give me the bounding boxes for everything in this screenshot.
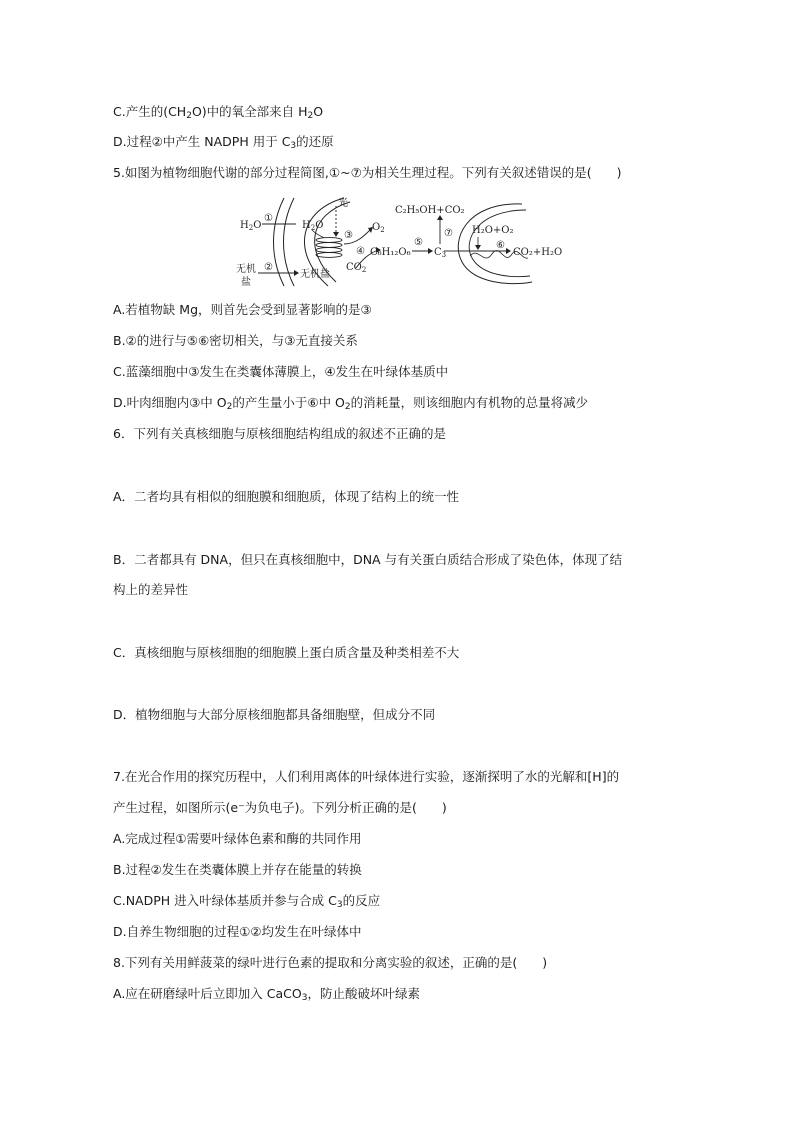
svg-text:光: 光 [338, 198, 348, 209]
q4-option-d: D.过程②中产生 NADPH 用于 $C_3$的还原 [113, 134, 334, 151]
svg-text:H₂O+O₂: H₂O+O₂ [472, 225, 514, 236]
svg-text:⑥: ⑥ [496, 240, 505, 251]
svg-text:H2O: $H_2O$ [302, 220, 324, 232]
q7-stem-line1: 7.在光合作用的探究历程中，人们利用离体的叶绿体进行实验，逐渐探明了水的光解和[H]的 [113, 769, 620, 784]
q5-stem: 5.如图为植物细胞代谢的部分过程简图,①~⑦为相关生理过程。下列有关叙述错误的是( ) [113, 165, 622, 180]
q7-option-d: D.自养生物细胞的过程①②均发生在叶绿体中 [113, 924, 362, 939]
q7-option-c: C.NADPH 进入叶绿体基质并参与合成 $C_3$的反应 [113, 893, 381, 910]
q8-stem: 8.下列有关用鲜菠菜的绿叶进行色素的提取和分离实验的叙述，正确的是( ) [113, 955, 548, 970]
svg-text:C₂H₅OH+CO₂: C₂H₅OH+CO₂ [395, 205, 465, 216]
q6-option-b-line1: B．二者都具有 DNA，但只在真核细胞中，DNA 与有关蛋白质结合形成了染色体，体现了结 [113, 552, 623, 567]
svg-text:⑤: ⑤ [414, 237, 423, 248]
svg-text:⑦: ⑦ [444, 228, 453, 239]
svg-text:H2O: $H_2O$ [240, 220, 262, 232]
q7-option-b: B.过程②发生在类囊体膜上并存在能量的转换 [113, 862, 362, 877]
q7-stem-line2: 产生过程，如图所示(e⁻为负电子)。下列分析正确的是( ) [113, 800, 447, 815]
svg-text:④: ④ [356, 246, 365, 257]
q6-stem: 6．下列有关真核细胞与原核细胞结构组成的叙述不正确的是 [113, 426, 446, 441]
q4-option-c: C.产生的$(CH_2O)$中的氧全部来自 $H_2O$ [113, 104, 324, 121]
q8-option-a: A.应在研磨绿叶后立即加入 CaCO$_3$，防止酸破坏叶绿素 [113, 986, 420, 1003]
q5-option-c: C.蓝藻细胞中③发生在类囊体薄膜上，④发生在叶绿体基质中 [113, 364, 449, 379]
q5-option-b: B.②的进行与⑤⑥密切相关，与③无直接关系 [113, 333, 358, 348]
svg-text:C₆H₁₂O₆: C₆H₁₂O₆ [370, 247, 411, 258]
q7-option-a: A.完成过程①需要叶绿体色素和酶的共同作用 [113, 831, 362, 846]
svg-text:①: ① [264, 213, 273, 224]
svg-text:CO2: $CO_2$ [346, 262, 367, 274]
q6-option-b-line2: 构上的差异性 [113, 582, 189, 597]
q6-option-a: A．二者均具有相似的细胞膜和细胞质，体现了结构上的统一性 [113, 489, 460, 504]
svg-text:CO₂+H₂O: CO₂+H₂O [513, 247, 563, 258]
svg-text:盐: 盐 [241, 277, 251, 288]
svg-text:C3: $C_3$ [434, 247, 447, 259]
svg-text:③: ③ [344, 230, 353, 241]
q6-option-c: C．真核细胞与原核细胞的细胞膜上蛋白质含量及种类相差不大 [113, 645, 460, 660]
svg-text:无机盐: 无机盐 [300, 269, 330, 280]
svg-text:O2: $O_2$ [372, 222, 385, 234]
q5-option-d: D.叶肉细胞内③中 $O_2$的产生量小于⑥中 $O_2$的消耗量，则该细胞内有机物的总量将减少 [113, 395, 589, 412]
plant-cell-metabolism-diagram [232, 196, 602, 288]
svg-text:无机: 无机 [236, 264, 256, 275]
svg-text:②: ② [264, 262, 273, 273]
q5-option-a: A.若植物缺 Mg，则首先会受到显著影响的是③ [113, 302, 372, 317]
q6-option-d: D．植物细胞与大部分原核细胞都具备细胞壁，但成分不同 [113, 707, 436, 722]
